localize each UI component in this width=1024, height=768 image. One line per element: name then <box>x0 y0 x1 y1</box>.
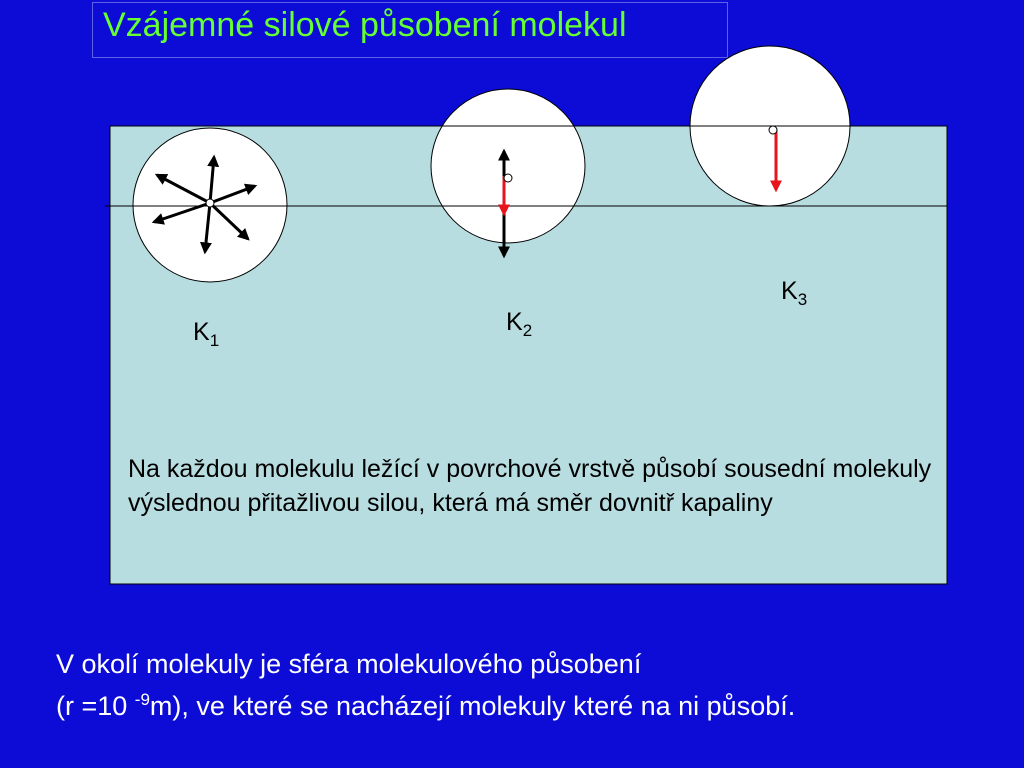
k2-molecule-center <box>504 174 512 182</box>
label-k2-main: K <box>506 308 523 336</box>
label-k3 <box>781 277 807 310</box>
label-k2 <box>506 308 532 341</box>
footer-line-2 <box>56 682 1016 724</box>
footer-line-1: V okolí molekuly je sféra molekulového působení <box>56 649 642 679</box>
footer-text <box>56 646 1016 724</box>
k3-molecule-center <box>769 126 777 134</box>
slide-title: Vzájemné silové působení molekul <box>103 6 627 44</box>
footer-exponent: -9 <box>134 690 150 709</box>
label-k1-main: K <box>193 318 210 346</box>
sphere-k2 <box>431 89 585 243</box>
label-k3-main: K <box>781 277 798 305</box>
explanation-text: Na každou molekulu ležící v povrchové vrstvě působí sousední molekuly výslednou přitažlivou silou, která má směr dovnitř kapaliny <box>128 455 932 517</box>
label-k1-sub: 1 <box>209 331 220 350</box>
footer-line-2-end: m), ve které se nacházejí molekuly které na ni působí. <box>149 691 796 721</box>
footer-line-2-start: (r =10 <box>56 691 135 721</box>
k1-molecule-center <box>206 199 214 207</box>
label-k1 <box>193 318 219 351</box>
label-k2-sub: 2 <box>522 321 533 340</box>
label-k3-sub: 3 <box>797 290 808 309</box>
